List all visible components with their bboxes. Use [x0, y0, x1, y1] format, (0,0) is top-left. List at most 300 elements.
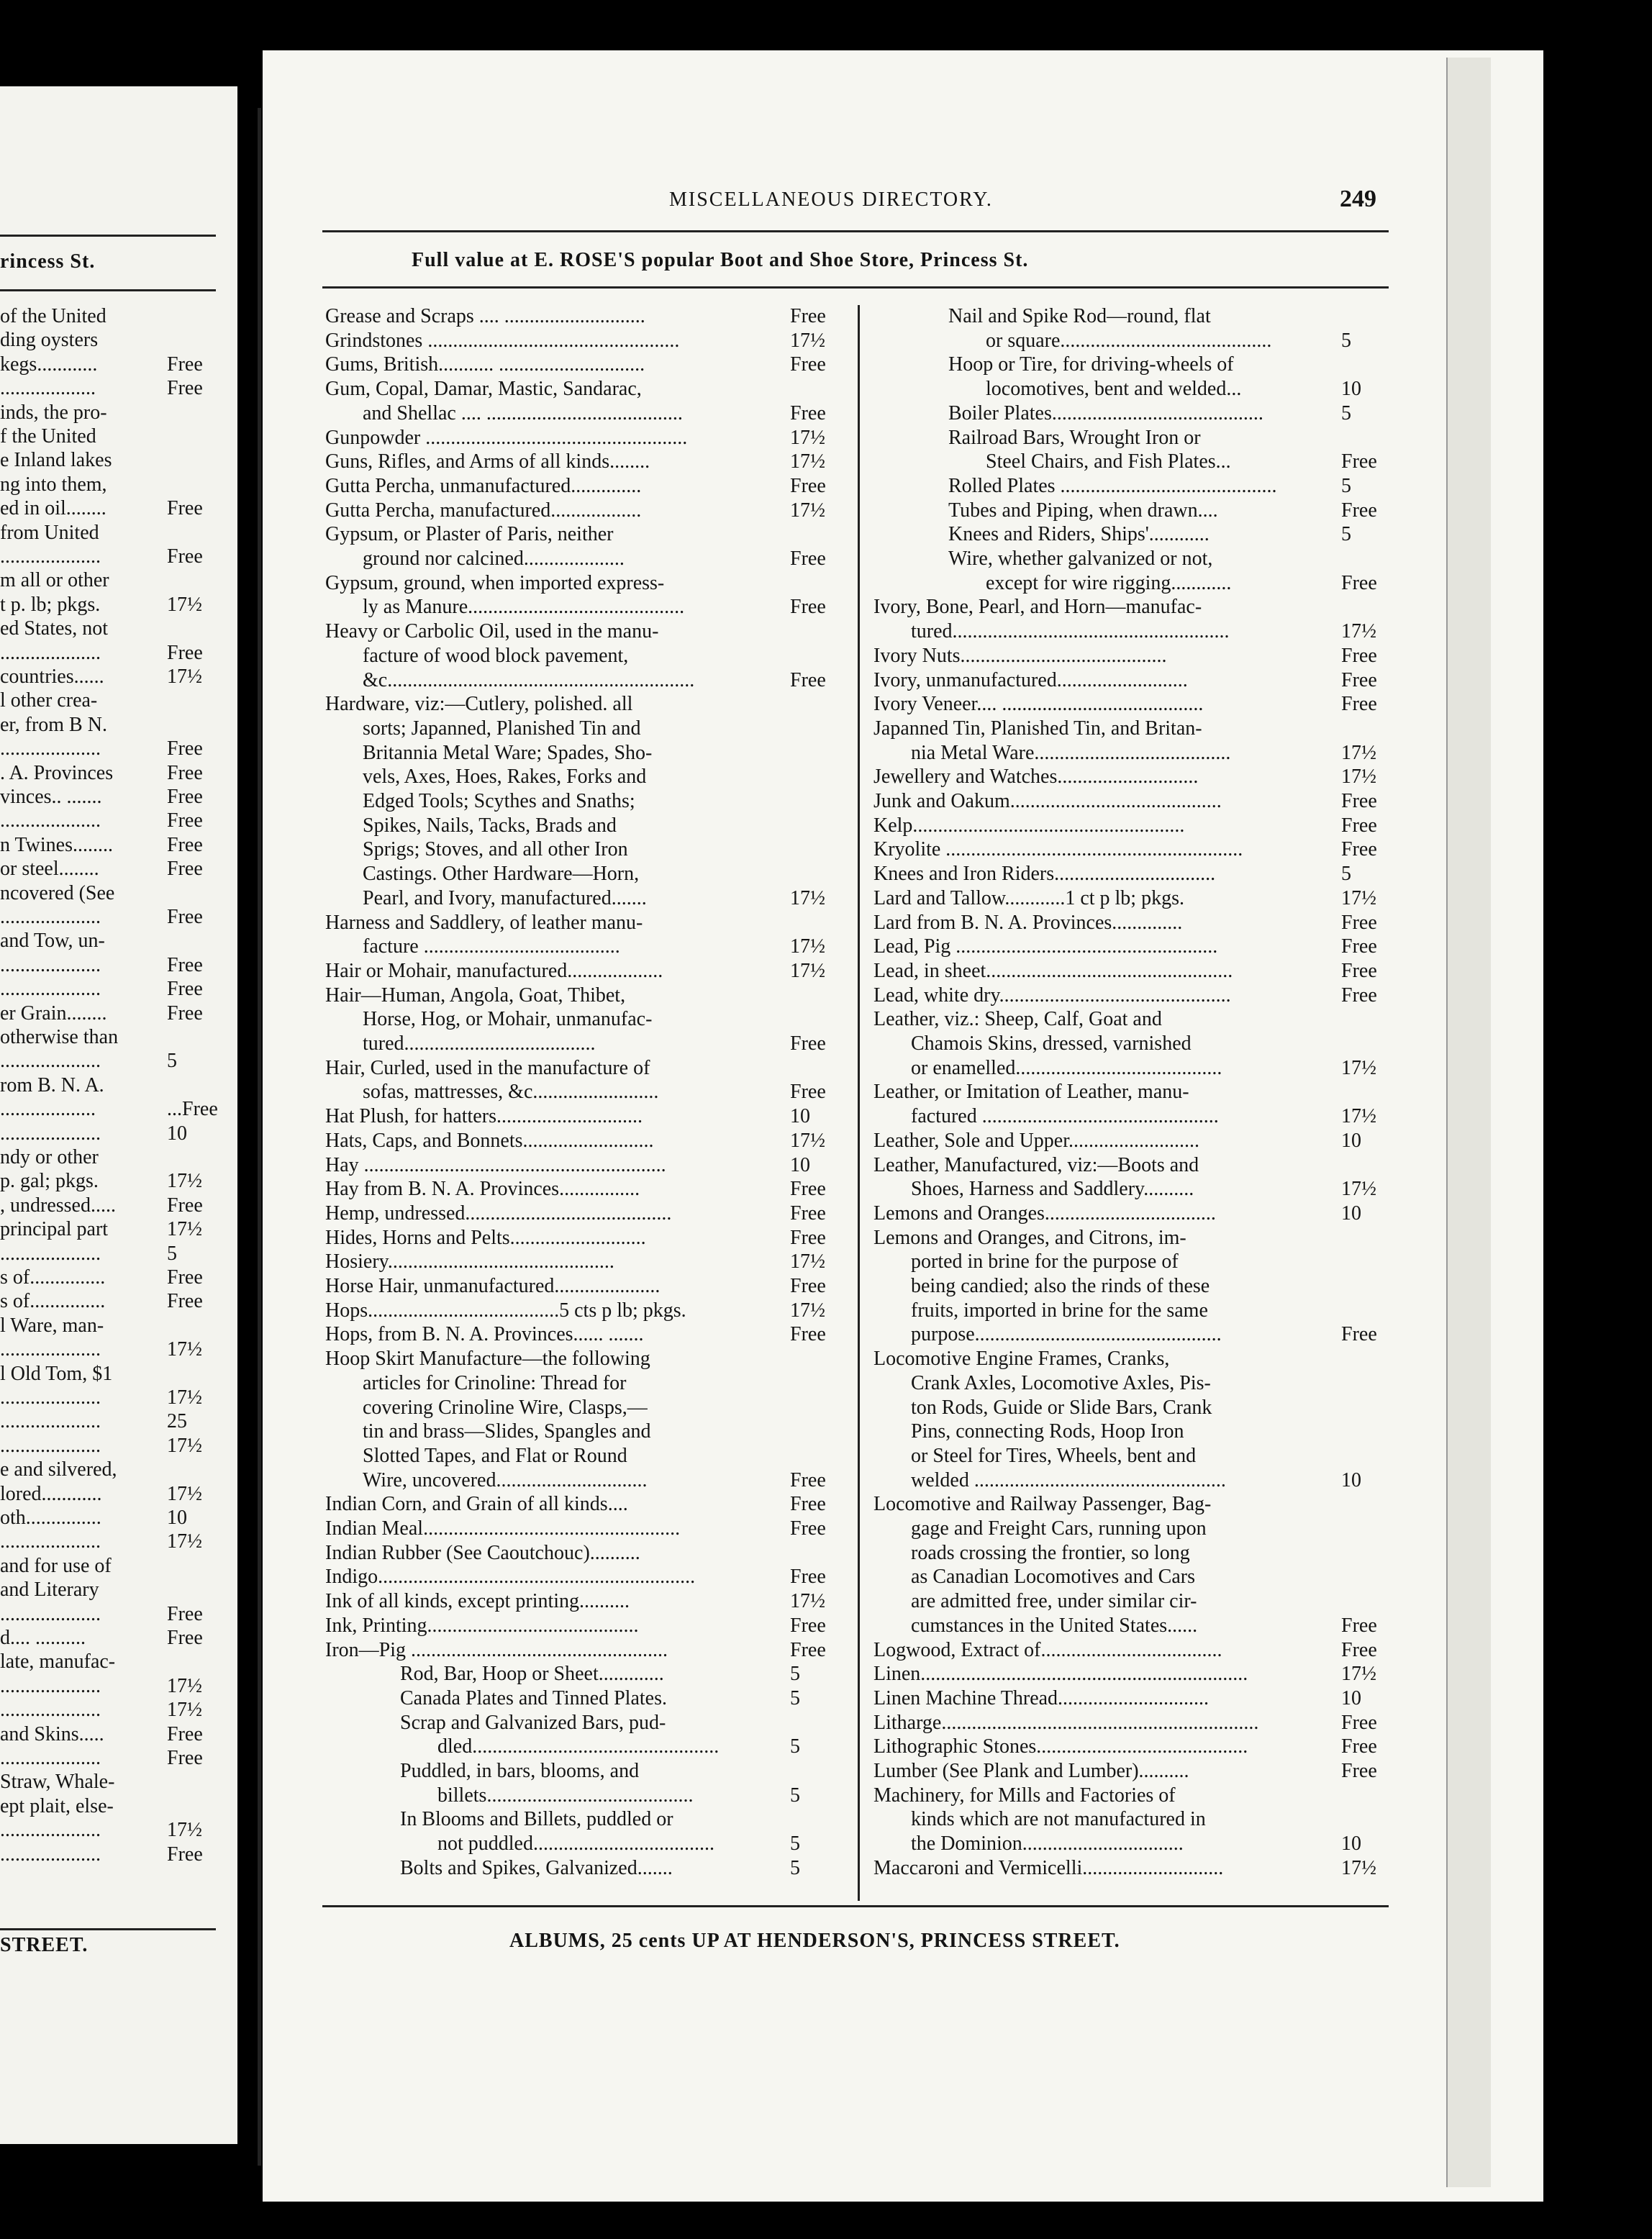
item-text: not puddled.................................... [437, 1832, 714, 1856]
tariff-line [873, 1081, 1399, 1105]
left-fragment-text: m all or other [0, 569, 109, 592]
tariff-line [325, 1517, 850, 1542]
left-fragment-rate: Free [167, 545, 203, 568]
tariff-line [325, 1202, 850, 1227]
duty-rate: Free [1341, 911, 1377, 934]
tariff-line [325, 305, 850, 330]
left-fragment-line [0, 1122, 216, 1147]
duty-rate: 5 [1341, 329, 1351, 352]
left-fragment-text: .................... [0, 1699, 101, 1722]
duty-rate: Free [1341, 838, 1377, 861]
tariff-line [873, 1687, 1399, 1712]
item-text: Edged Tools; Scythes and Snaths; [363, 790, 635, 812]
item-text: Hoop or Tire, for driving-wheels of [948, 353, 1234, 376]
left-fragment-line [0, 569, 216, 594]
left-fragment-text: s of............... [0, 1290, 106, 1313]
tariff-line [325, 548, 850, 572]
tariff-line [873, 450, 1399, 475]
left-fragment-rate: Free [167, 761, 203, 784]
left-fragment-line [0, 617, 216, 642]
tariff-line [873, 693, 1399, 717]
duty-rate: Free [790, 1517, 826, 1540]
left-fragment-line [0, 1363, 216, 1387]
item-text: cumstances in the United States...... [911, 1614, 1198, 1637]
item-text: Leather, Manufactured, viz:—Boots and [873, 1153, 1199, 1176]
item-text: or enamelled......................................... [911, 1056, 1222, 1079]
left-fragment-rate: Free [167, 497, 203, 520]
duty-rate: 17½ [790, 426, 825, 449]
left-fragment-text: Straw, Whale- [0, 1771, 115, 1794]
duty-rate: Free [790, 1202, 826, 1225]
left-fragment-text: .................... [0, 1434, 101, 1457]
left-fragment-text: f the United [0, 425, 96, 448]
left-fragment-rate: Free [167, 786, 203, 808]
left-fragment-text: .................... [0, 545, 101, 568]
tariff-line [873, 548, 1399, 572]
left-fragment-text: from United [0, 521, 99, 544]
tariff-line [873, 1202, 1399, 1227]
tariff-line [873, 572, 1399, 596]
tariff-line [873, 1323, 1399, 1348]
tariff-line [873, 1469, 1399, 1494]
duty-rate: Free [1341, 693, 1377, 716]
left-fragment-line [0, 809, 216, 834]
duty-rate: Free [790, 1178, 826, 1201]
item-text: Linen................................................................. [873, 1663, 1248, 1686]
tariff-line [873, 838, 1399, 863]
tariff-line [325, 475, 850, 499]
left-fragment-text: d.... .......... [0, 1627, 86, 1649]
gutter-rule [258, 108, 261, 2166]
footer-rule [322, 1905, 1389, 1907]
tariff-line [873, 427, 1399, 451]
item-text: Gums, British........... ............................. [325, 353, 645, 376]
tariff-line [325, 693, 850, 717]
tariff-line [873, 717, 1399, 742]
tariff-line [325, 1008, 850, 1032]
duty-rate: 10 [790, 1105, 810, 1128]
left-fragment-rate: 17½ [167, 1338, 202, 1361]
left-fragment-text: n Twines........ [0, 833, 113, 856]
item-text: ton Rods, Guide or Slide Bars, Crank [911, 1396, 1212, 1419]
tariff-line [873, 887, 1399, 912]
left-fragment-text: .................... [0, 737, 101, 760]
item-text: Jewellery and Watches............................ [873, 766, 1199, 789]
left-fragment-line [0, 1218, 216, 1243]
item-text: Lard and Tallow............1 ct p lb; pkgs. [873, 886, 1184, 909]
duty-rate: Free [1341, 984, 1377, 1007]
left-fragment-line [0, 1243, 216, 1267]
duty-rate: Free [790, 1468, 826, 1491]
item-text: Locomotive Engine Frames, Cranks, [873, 1348, 1170, 1371]
item-text: Maccaroni and Vermicelli............................ [873, 1856, 1224, 1879]
left-fragment-text: .................... [0, 1410, 101, 1433]
item-text: tin and brass—Slides, Spangles and [363, 1420, 651, 1443]
tariff-line [873, 330, 1399, 354]
duty-rate: Free [790, 1081, 826, 1104]
left-fragment-text: of the United [0, 305, 106, 327]
tariff-line [325, 1832, 850, 1857]
item-text: kinds which are not manufactured in [911, 1808, 1206, 1831]
tariff-line [325, 1857, 850, 1881]
left-fragment-text: ept plait, else- [0, 1794, 114, 1817]
duty-rate: 17½ [1341, 741, 1376, 764]
tariff-line [873, 620, 1399, 645]
item-text: fruits, imported in brine for the same [911, 1299, 1208, 1322]
tariff-line [873, 499, 1399, 524]
left-fragment-rate: Free [167, 1627, 203, 1649]
tariff-line [873, 1445, 1399, 1469]
left-fragment-rate: 17½ [167, 1819, 202, 1842]
duty-rate: Free [1341, 1614, 1377, 1637]
item-text: tured...................................... [363, 1032, 596, 1055]
item-text: Lithographic Stones.......................................... [873, 1735, 1248, 1758]
left-fragment-line [0, 1170, 216, 1194]
header-rule [322, 230, 1389, 232]
item-text: Bolts and Spikes, Galvanized....... [400, 1856, 673, 1879]
tariff-line [325, 596, 850, 620]
item-text: Puddled, in bars, blooms, and [400, 1760, 640, 1782]
duty-rate: 17½ [790, 959, 825, 982]
duty-rate: Free [790, 1493, 826, 1516]
item-text: Hay from B. N. A. Provinces................ [325, 1178, 640, 1201]
tariff-line [873, 1493, 1399, 1517]
left-fragment-line [0, 353, 216, 378]
left-fragment-line [0, 1723, 216, 1748]
left-fragment-line [0, 1098, 216, 1122]
item-text: except for wire rigging............ [986, 571, 1232, 594]
left-fragment-rate: 17½ [167, 1530, 202, 1553]
left-fragment-rate: Free [167, 737, 203, 760]
duty-rate: Free [1341, 1735, 1377, 1758]
tariff-line [873, 1832, 1399, 1857]
left-fragment-text: , undressed..... [0, 1194, 116, 1217]
left-fragment-text: oth............... [0, 1507, 101, 1529]
item-text: Knees and Riders, Ships'............ [948, 523, 1210, 546]
left-fragment-text: ................... [0, 1098, 96, 1121]
item-text: Ivory Nuts......................................... [873, 644, 1167, 667]
left-fragment-line [0, 1747, 216, 1771]
top-advertisement: Full value at E. ROSE'S popular Boot and Shoe Store, Princess St. [412, 249, 1029, 271]
tariff-line [873, 1250, 1399, 1275]
left-fragment-line [0, 1627, 216, 1651]
duty-rate: Free [1341, 644, 1377, 667]
item-text: Indigo............................................................... [325, 1566, 696, 1589]
item-text: articles for Crinoline: Thread for [363, 1371, 627, 1394]
item-text: Ink, Printing.......................................... [325, 1614, 639, 1637]
duty-rate: 5 [1341, 863, 1351, 886]
item-text: Steel Chairs, and Fish Plates... [986, 450, 1231, 473]
left-fragment-line [0, 954, 216, 978]
item-text: roads crossing the frontier, so long [911, 1541, 1190, 1564]
duty-rate: Free [1341, 1323, 1377, 1346]
left-fragment-rate: Free [167, 1290, 203, 1313]
tariff-line [325, 427, 850, 451]
item-text: Wire, whether galvanized or not, [948, 548, 1213, 570]
tariff-line [873, 1227, 1399, 1251]
duty-rate: 17½ [790, 1129, 825, 1152]
left-fragment-line [0, 594, 216, 618]
duty-rate: Free [790, 305, 826, 327]
item-text: Junk and Oakum.......................................... [873, 790, 1222, 812]
tariff-line [325, 1784, 850, 1809]
item-text: Indian Corn, and Grain of all kinds.... [325, 1493, 628, 1516]
item-text: Hair, Curled, used in the manufacture of [325, 1056, 650, 1079]
item-text: facture of wood block pavement, [363, 644, 629, 667]
item-text: ground nor calcined.................... [363, 548, 625, 570]
left-fragment-line [0, 449, 216, 473]
left-page-fragment [0, 86, 237, 2144]
duty-rate: 10 [1341, 378, 1361, 401]
item-text: &c............................................................. [363, 668, 695, 691]
tariff-line [873, 1396, 1399, 1421]
item-text: Railroad Bars, Wrought Iron or [948, 426, 1201, 449]
left-fragment-line [0, 1507, 216, 1531]
duty-rate: 5 [790, 1832, 800, 1856]
left-fragment-line [0, 305, 216, 330]
left-fragment-text: .................... [0, 809, 101, 832]
left-fragment-line [0, 1843, 216, 1868]
item-text: Crank Axles, Locomotive Axles, Pis- [911, 1371, 1211, 1394]
left-fragment-rate: 17½ [167, 1482, 202, 1505]
left-header-rule [0, 235, 216, 237]
item-text: being candied; also the rinds of these [911, 1275, 1210, 1297]
tariff-line [325, 1275, 850, 1299]
duty-rate: 17½ [790, 935, 825, 958]
tariff-line [325, 935, 850, 960]
left-fragment-line [0, 1579, 216, 1603]
duty-rate: Free [790, 548, 826, 570]
tariff-line [873, 790, 1399, 814]
left-fragment-rate: 17½ [167, 666, 202, 688]
left-fragment-line [0, 978, 216, 1002]
left-fragment-text: er Grain........ [0, 1002, 107, 1025]
tariff-line [873, 378, 1399, 402]
left-fragment-text: l other crea- [0, 689, 98, 712]
tariff-line [873, 1420, 1399, 1445]
left-fragment-text: .................... [0, 1338, 101, 1361]
left-fragment-line [0, 1338, 216, 1363]
left-fragment-text: er, from B N. [0, 713, 107, 736]
item-text: Hay ............................................................ [325, 1153, 666, 1176]
tariff-line [873, 353, 1399, 378]
left-fragment-rate: 25 [167, 1410, 187, 1433]
tariff-line [325, 1687, 850, 1712]
item-text: Tubes and Piping, when drawn.... [948, 499, 1218, 522]
item-text: covering Crinoline Wire, Clasps,— [363, 1396, 648, 1419]
duty-rate: Free [1341, 959, 1377, 982]
item-text: Gypsum, or Plaster of Paris, neither [325, 523, 614, 546]
duty-rate: Free [790, 1275, 826, 1297]
left-fragment-text: .................... [0, 1747, 101, 1769]
tariff-line [325, 1542, 850, 1566]
left-fragment-rate: ...Free [167, 1098, 218, 1121]
tariff-line [325, 645, 850, 669]
item-text: ported in brine for the purpose of [911, 1250, 1179, 1273]
tariff-line [873, 402, 1399, 427]
duty-rate: 5 [790, 1784, 800, 1807]
left-fragment-line [0, 1386, 216, 1411]
item-text: Hardware, viz:—Cutlery, polished. all [325, 693, 633, 716]
item-text: Pins, connecting Rods, Hoop Iron [911, 1420, 1184, 1443]
left-fragment-text: vinces.. ....... [0, 786, 102, 808]
duty-rate: 17½ [1341, 1178, 1376, 1201]
duty-rate: Free [790, 1614, 826, 1637]
left-fragment-text: or steel........ [0, 858, 99, 881]
left-fragment-text: e Inland lakes [0, 449, 112, 472]
tariff-line [873, 1178, 1399, 1202]
page-title: MISCELLANEOUS DIRECTORY. [669, 189, 993, 211]
left-fragment-line [0, 906, 216, 930]
duty-rate: 17½ [790, 329, 825, 352]
tariff-line [325, 1299, 850, 1324]
duty-rate: 17½ [790, 1250, 825, 1273]
item-text: Grindstones .................................................. [325, 329, 680, 352]
item-text: Heavy or Carbolic Oil, used in the manu- [325, 620, 659, 643]
item-text: or square.......................................... [986, 329, 1272, 352]
tariff-line [325, 1760, 850, 1784]
item-text: nia Metal Ware....................................... [911, 741, 1231, 764]
left-fragment-text: ndy or other [0, 1146, 99, 1168]
tariff-line [325, 742, 850, 766]
left-fragment-line [0, 882, 216, 907]
duty-rate: 17½ [1341, 1056, 1376, 1079]
left-fragment-line [0, 1314, 216, 1339]
left-fragment-text: .................... [0, 1674, 101, 1697]
left-fragment-rate: Free [167, 353, 203, 376]
tariff-line [325, 330, 850, 354]
item-text: Iron—Pig ................................................... [325, 1638, 668, 1661]
left-fragment-rate: Free [167, 1747, 203, 1769]
tariff-line [325, 912, 850, 936]
duty-rate: Free [790, 1566, 826, 1589]
item-text: Lemons and Oranges.................................. [873, 1202, 1216, 1225]
tariff-line [325, 1227, 850, 1251]
item-text: Indian Rubber (See Caoutchouc).......... [325, 1541, 640, 1564]
item-text: sorts; Japanned, Planished Tin and [363, 717, 641, 740]
duty-rate: 17½ [790, 1590, 825, 1613]
item-text: Castings. Other Hardware—Horn, [363, 863, 640, 886]
left-fragment-rate: Free [167, 1843, 203, 1866]
tariff-line [873, 1517, 1399, 1542]
tariff-line [873, 863, 1399, 887]
left-fragment-line [0, 1555, 216, 1579]
left-fragment-rate: 10 [167, 1122, 187, 1145]
item-text: Kryolite ........................................................... [873, 838, 1243, 861]
left-fragment-line [0, 1675, 216, 1699]
duty-rate: 10 [790, 1153, 810, 1176]
tariff-line [325, 1178, 850, 1202]
left-fragment-text: l Old Tom, $1 [0, 1362, 113, 1385]
item-text: Japanned Tin, Planished Tin, and Britan- [873, 717, 1202, 740]
left-fragment-rate: Free [167, 906, 203, 928]
item-text: as Canadian Locomotives and Cars [911, 1566, 1196, 1589]
tariff-line [873, 1712, 1399, 1736]
tariff-line [873, 1008, 1399, 1032]
tariff-line [873, 1566, 1399, 1590]
left-fragment-line [0, 545, 216, 570]
left-fragment-text: .................... [0, 1050, 101, 1073]
item-text: sofas, mattresses, &c......................... [363, 1081, 659, 1104]
duty-rate: Free [790, 668, 826, 691]
left-fragment-line [0, 401, 216, 426]
left-fragment-text: .................... [0, 1819, 101, 1842]
left-fragment-text: ed States, not [0, 617, 109, 640]
item-text: Hair—Human, Angola, Goat, Thibet, [325, 984, 626, 1007]
left-fragment-rate: Free [167, 953, 203, 976]
left-fragment-line [0, 1650, 216, 1675]
left-fragment-text: .................... [0, 1122, 101, 1145]
left-fragment-rate: 5 [167, 1242, 177, 1265]
duty-rate: 5 [1341, 523, 1351, 546]
left-fragment-text: e and silvered, [0, 1458, 117, 1481]
item-text: Hops, from B. N. A. Provinces...... ....... [325, 1323, 644, 1346]
left-fragment-line [0, 329, 216, 353]
tariff-line [325, 1712, 850, 1736]
duty-rate: 17½ [1341, 620, 1376, 643]
duty-rate: Free [790, 1032, 826, 1055]
tariff-line [325, 378, 850, 402]
item-text: Machinery, for Mills and Factories of [873, 1784, 1176, 1807]
left-fragment-text: .................... [0, 1843, 101, 1866]
duty-rate: Free [1341, 814, 1377, 837]
item-text: Gypsum, ground, when imported express- [325, 571, 665, 594]
tariff-line [873, 523, 1399, 548]
item-text: gage and Freight Cars, running upon [911, 1517, 1207, 1540]
tariff-line [873, 305, 1399, 330]
tariff-line [325, 863, 850, 887]
tariff-line [325, 1057, 850, 1081]
tariff-line [873, 766, 1399, 790]
left-fragment-line [0, 1483, 216, 1507]
left-fragment-text: principal part [0, 1218, 109, 1241]
duty-rate: Free [790, 353, 826, 376]
left-fragment-line [0, 497, 216, 522]
left-fragment-text: lored............ [0, 1482, 102, 1505]
left-fragment-text: and for use of [0, 1554, 112, 1577]
ad-rule [322, 286, 1389, 289]
left-fragment-rate: Free [167, 1002, 203, 1025]
item-text: Lead, Pig .................................................... [873, 935, 1218, 958]
item-text: Hops......................................5 cts p lb; pkgs. [325, 1299, 686, 1322]
tariff-line [325, 1250, 850, 1275]
left-fragment-line [0, 1050, 216, 1074]
item-text: Nail and Spike Rod—round, flat [948, 305, 1211, 327]
item-text: Lead, white dry.............................................. [873, 984, 1231, 1007]
item-text: Ivory, unmanufactured.......................... [873, 668, 1188, 691]
duty-rate: 5 [790, 1686, 800, 1709]
item-text: are admitted free, under similar cir- [911, 1590, 1197, 1613]
duty-rate: 5 [790, 1663, 800, 1686]
left-fragment-line [0, 714, 216, 738]
tariff-line [325, 450, 850, 475]
tariff-line [325, 1130, 850, 1154]
left-fragment-line [0, 425, 216, 450]
tariff-line [873, 1639, 1399, 1663]
item-text: Hats, Caps, and Bonnets.......................... [325, 1129, 654, 1152]
item-text: Leather, Sole and Upper.......................... [873, 1129, 1200, 1152]
item-text: Shoes, Harness and Saddlery.......... [911, 1178, 1194, 1201]
item-text: Lard from B. N. A. Provinces.............. [873, 911, 1183, 934]
left-fragment-line [0, 1795, 216, 1820]
item-text: Horse, Hog, or Mohair, unmanufac- [363, 1008, 653, 1031]
item-text: Gunpowder .................................................... [325, 426, 688, 449]
tariff-line [325, 838, 850, 863]
left-fragment-text: .................... [0, 978, 101, 1001]
item-text: Canada Plates and Tinned Plates. [400, 1686, 667, 1709]
left-fragment-line [0, 666, 216, 690]
tariff-line [873, 1614, 1399, 1639]
